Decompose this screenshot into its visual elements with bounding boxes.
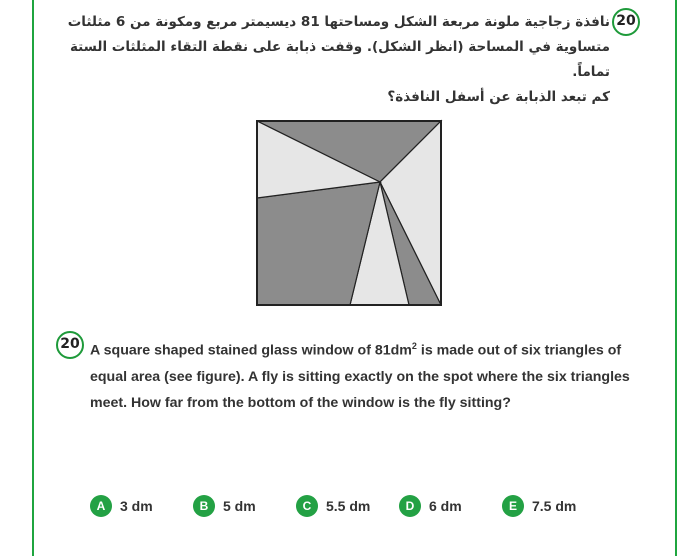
answer-option-b[interactable] bbox=[193, 492, 256, 520]
answer-badge-b: B bbox=[193, 495, 215, 517]
answer-badge-a: A bbox=[90, 495, 112, 517]
answer-text-e: 7.5 dm bbox=[532, 498, 577, 514]
answer-option-c[interactable] bbox=[296, 492, 370, 520]
answer-option-e[interactable] bbox=[502, 492, 576, 520]
answer-text-c: 5.5 dm bbox=[326, 498, 371, 514]
question-text-part1: A square shaped stained glass window of 81dm bbox=[90, 342, 412, 359]
answer-badge-c: C bbox=[296, 495, 318, 517]
question-text-part2: is made out of six triangles of equal area (see figure). A fly is sitting exactly on the spot where the six triangles meet. How far from the bottom of the window is the fly sitting? bbox=[90, 342, 630, 411]
answer-badge-e: E bbox=[502, 495, 524, 517]
answer-choices bbox=[0, 492, 700, 520]
answer-option-a[interactable] bbox=[90, 492, 153, 520]
answer-text-b: 5 dm bbox=[223, 498, 256, 514]
arabic-line-2: متساوية في المساحة (انظر الشكل). وقفت ذبابة على نقطة التقاء المثلثات الستة تماماً. bbox=[69, 39, 610, 80]
answer-badge-d: D bbox=[399, 495, 421, 517]
answer-text-d: 6 dm bbox=[429, 498, 462, 514]
arabic-line-3: كم تبعد الذبابة عن أسفل النافذة؟ bbox=[387, 89, 610, 105]
arabic-line-1: نافذة زجاجية ملونة مربعة الشكل ومساحتها 81 ديسيمتر مربع ومكونة من 6 مثلثات bbox=[67, 14, 610, 30]
stained-glass-figure bbox=[254, 118, 444, 308]
english-question-text bbox=[90, 333, 630, 416]
arabic-question-text bbox=[50, 10, 610, 110]
answer-option-d[interactable] bbox=[399, 492, 462, 520]
answer-text-a: 3 dm bbox=[120, 498, 153, 514]
english-question-number: 20 bbox=[56, 331, 84, 359]
arabic-question-number: 20 bbox=[612, 8, 640, 36]
question-superscript: 2 bbox=[411, 341, 417, 351]
